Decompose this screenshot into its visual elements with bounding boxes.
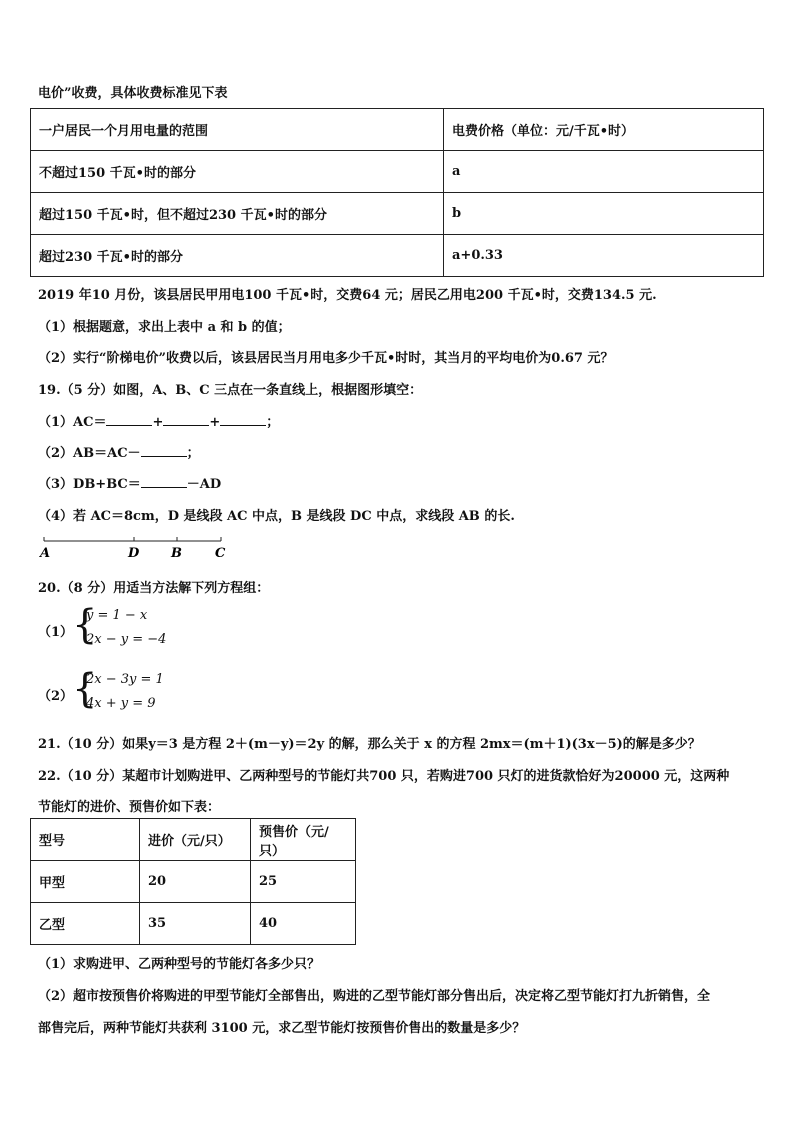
q22-line1: 22.（10 分）某超市计划购进甲、乙两种型号的节能灯共700 只，若购进700 只灯的进货款恰好为20000 元，这两种 xyxy=(38,769,730,784)
table-header-row xyxy=(31,109,764,151)
left-brace: { xyxy=(72,602,98,648)
table-header-cell: 进价（元/只） xyxy=(140,819,251,861)
table-cell: 35 xyxy=(140,903,251,945)
q19-part2-text: （2）AB＝AC－ xyxy=(38,446,141,461)
equation: y = 1 − x xyxy=(86,608,148,623)
line-segment-figure xyxy=(38,533,238,563)
table-cell: 25 xyxy=(251,861,356,903)
plus-sign: + xyxy=(152,415,164,430)
point-label-b: B xyxy=(171,546,182,561)
plus-sign: + xyxy=(209,415,221,430)
table-header-cell: 型号 xyxy=(31,819,140,861)
table-cell: 20 xyxy=(140,861,251,903)
q18-info: 2019 年10 月份，该县居民甲用电100 千瓦•时，交费64 元；居民乙用电200 千瓦•时，交费134.5 元. xyxy=(38,288,657,303)
table-cell: 超过230 千瓦•时的部分 xyxy=(31,235,444,277)
point-label-d: D xyxy=(128,546,140,561)
table-header-cell: 一户居民一个月用电量的范围 xyxy=(31,109,444,151)
table-cell: a+0.33 xyxy=(444,235,764,277)
q19-part1-end: ； xyxy=(266,415,280,430)
price-table xyxy=(30,108,764,277)
point-label-a: A xyxy=(40,546,51,561)
q22-line2: 节能灯的进价、预售价如下表： xyxy=(38,800,221,815)
table-cell: 甲型 xyxy=(31,861,140,903)
equation: 2x − 3y = 1 xyxy=(86,672,164,687)
table-header-row xyxy=(31,819,356,861)
table-header-cell: 预售价（元/只） xyxy=(251,819,356,861)
table-cell: 不超过150 千瓦•时的部分 xyxy=(31,151,444,193)
system-label: （1） xyxy=(38,625,74,640)
system-label: （2） xyxy=(38,689,74,704)
table-row xyxy=(31,903,356,945)
q22-part1: （1）求购进甲、乙两种型号的节能灯各多少只？ xyxy=(38,957,321,972)
table-row xyxy=(31,193,764,235)
q19-part1-text: （1）AC＝ xyxy=(38,415,107,430)
q20-title: 20.（8 分）用适当方法解下列方程组： xyxy=(38,581,270,596)
intro-text: 电价”收费，具体收费标准见下表 xyxy=(38,86,228,101)
q21-text: 21.（10 分）如果y＝3 是方程 2＋(m－y)＝2y 的解，那么关于 x 的方程 2mx＝(m＋1)(3x－5)的解是多少？ xyxy=(38,737,701,752)
answer-blank xyxy=(106,413,152,426)
q19-part3-text: （3）DB+BC＝ xyxy=(38,477,141,492)
equation-system-2 xyxy=(38,666,258,716)
table-cell: 40 xyxy=(251,903,356,945)
q19-part3 xyxy=(38,473,221,492)
equation-system-1 xyxy=(38,602,258,652)
answer-blank xyxy=(141,475,187,488)
answer-blank xyxy=(163,413,209,426)
table-cell: b xyxy=(444,193,764,235)
equation: 4x + y = 9 xyxy=(86,696,156,711)
left-brace: { xyxy=(72,666,98,712)
point-label-c: C xyxy=(215,546,226,561)
q19-part2-end: ； xyxy=(186,446,200,461)
q18-part1: （1）根据题意，求出上表中 a 和 b 的值； xyxy=(38,320,291,335)
q22-part2-line2: 部售完后，两种节能灯共获利 3100 元，求乙型节能灯按预售价售出的数量是多少？ xyxy=(38,1021,526,1036)
table-cell: a xyxy=(444,151,764,193)
table-cell: 超过150 千瓦•时，但不超过230 千瓦•时的部分 xyxy=(31,193,444,235)
q19-part3-end: －AD xyxy=(186,477,222,492)
q19-title: 19.（5 分）如图，A、B、C 三点在一条直线上，根据图形填空： xyxy=(38,383,423,398)
table-row xyxy=(31,151,764,193)
answer-blank xyxy=(141,444,187,457)
table-cell: 乙型 xyxy=(31,903,140,945)
answer-blank xyxy=(220,413,266,426)
lamp-table xyxy=(30,818,356,945)
q19-part2 xyxy=(38,442,200,461)
q19-part1 xyxy=(38,411,279,430)
table-row xyxy=(31,861,356,903)
table-header-cell: 电费价格（单位：元/千瓦•时） xyxy=(444,109,764,151)
equation: 2x − y = −4 xyxy=(86,632,167,647)
q19-part4: （4）若 AC＝8cm，D 是线段 AC 中点，B 是线段 DC 中点，求线段 AB 的长. xyxy=(38,509,515,524)
table-row xyxy=(31,235,764,277)
q18-part2: （2）实行“阶梯电价”收费以后，该县居民当月用电多少千瓦•时时，其当月的平均电价为0.67 元？ xyxy=(38,351,614,366)
q22-part2-line1: （2）超市按预售价将购进的甲型节能灯全部售出，购进的乙型节能灯部分售出后，决定将乙型节能灯打九折销售，全 xyxy=(38,989,711,1004)
